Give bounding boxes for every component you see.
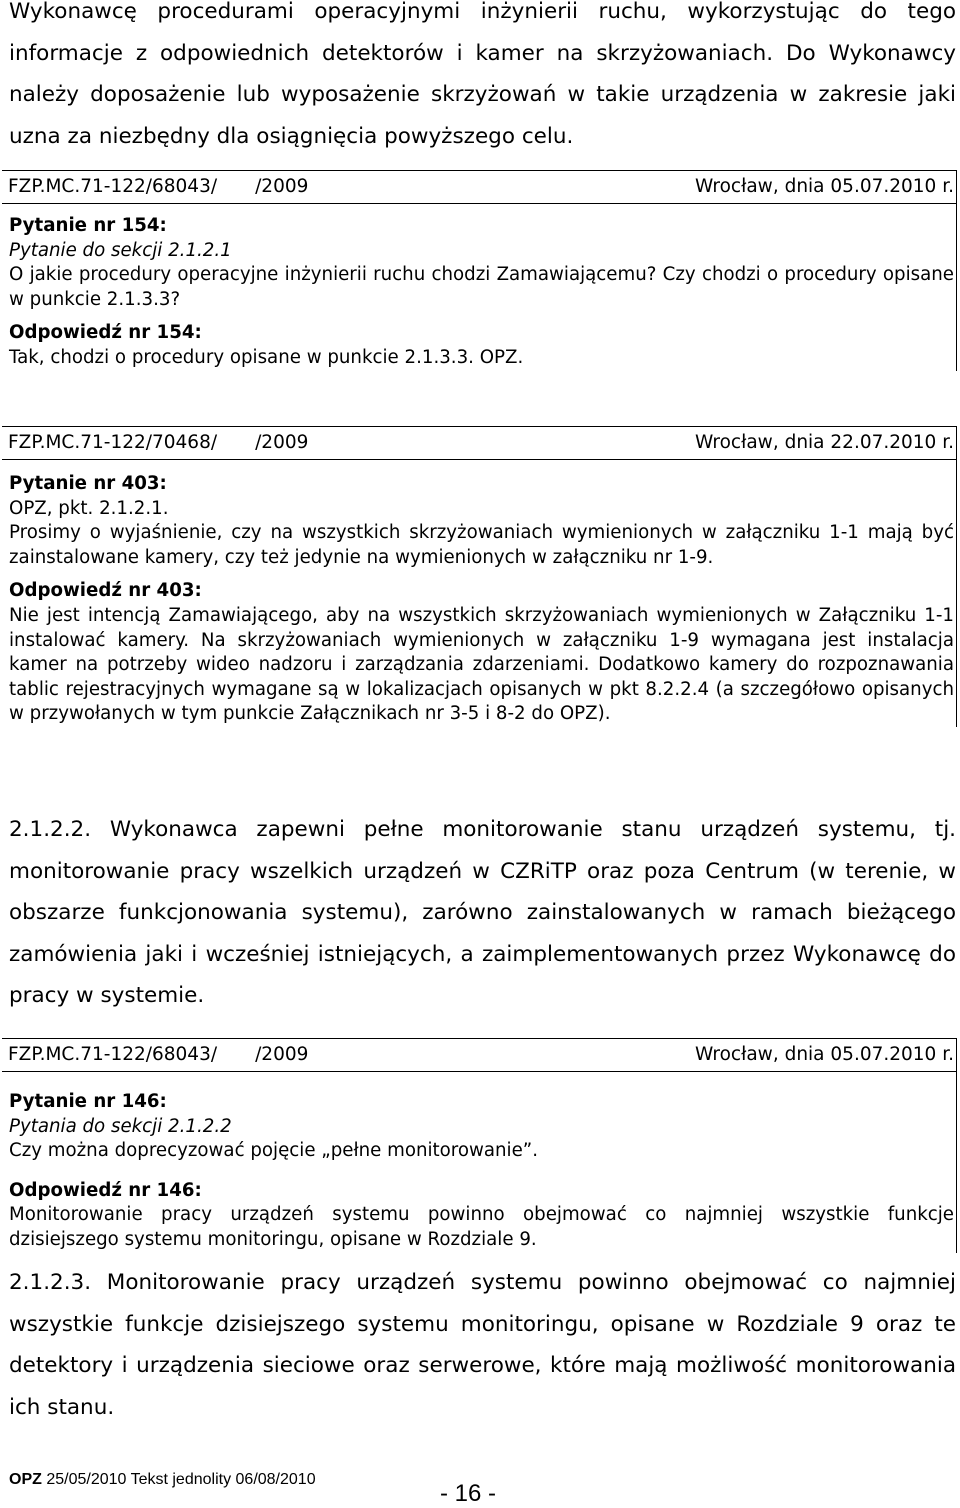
reference-id: FZP.MC.71-122/70468/ (8, 432, 218, 453)
question-text: O jakie procedury operacyjne inżynierii ruchu chodzi Zamawiającemu? Czy chodzi o procedury opisane w punkcie 2.1.3.3? (9, 264, 954, 310)
question-title: Pytanie nr 154: (9, 215, 167, 236)
section-2-1-2-2: 2.1.2.2. Wykonawca zapewni pełne monitorowanie stanu urządzeń systemu, tj. monitorowanie pracy wszelkich urządzeń w CZRiTP oraz poza Centrum (w terenie, w obszarze funkcjonowania systemu), zarówno zainstalowanych w ramach bieżącego zamówienia jaki i wcześniej istniejących, a zaimplementowanych przez Wykonawcę do pracy w systemie. (9, 817, 956, 1008)
reference-number (8, 1039, 308, 1071)
qa-box-header (2, 1039, 956, 1072)
answer-text: Nie jest intencją Zamawiającego, aby na wszystkich skrzyżowaniach wymienionych w Załączniku 1-1 instalować kamery. Na skrzyżowaniach wymienionych w załączniku 1-9 wymagana jest instalacja kamer na potrzeby wideo nadzoru i zarządzania zdarzeniami. Dodatkowo kamery do rozpoznawania tablic rejestracyjnych wymagane są w lokalizacjach opisanych w pkt 8.2.2.4 (a szczegółowo opisanych w przywołanych w tym punkcie Załącznikach nr 3-5 i 8-2 do OPZ). (9, 604, 954, 725)
qa-box-header (2, 171, 956, 204)
reference-date: Wrocław, dnia 22.07.2010 r. (694, 432, 954, 453)
reference-number (8, 171, 308, 203)
question-title: Pytanie nr 146: (9, 1091, 167, 1112)
question-text: Prosimy o wyjaśnienie, czy na wszystkich skrzyżowaniach wymienionych w załączniku 1-1 mają być zainstalowane kamery, czy też jedynie na wymienionych w załączniku nr 1-9. (9, 522, 954, 568)
intro-paragraph: Wykonawcę procedurami operacyjnymi inżynierii ruchu, wykorzystując do tego informacje z odpowiednich detektorów i kamer na skrzyżowaniach. Do Wykonawcy należy doposażenie lub wyposażenie skrzyżowań w takie urządzenia w zakresie jaki uzna za niezbędny dla osiągnięcia powyższego celu. (9, 0, 956, 149)
qa-box-body (2, 1072, 956, 1253)
question-section: Pytanie do sekcji 2.1.2.1 (9, 239, 232, 261)
answer-title: Odpowiedź nr 154: (9, 322, 202, 344)
qa-box-body (2, 460, 956, 727)
qa-box-403 (2, 426, 957, 727)
question-text: Czy można doprecyzować pojęcie „pełne monitorowanie”. (9, 1140, 538, 1162)
reference-date: Wrocław, dnia 05.07.2010 r. (694, 176, 954, 197)
footer-version (9, 1471, 316, 1489)
qa-box-header (2, 427, 956, 460)
footer-version-text: 25/05/2010 Tekst jednolity 06/08/2010 (46, 1471, 316, 1488)
question-title: Pytanie nr 403: (9, 473, 167, 494)
answer-text: Monitorowanie pracy urządzeń systemu powinno obejmować co najmniej wszystkie funkcje dzisiejszego systemu monitoringu, opisane w Rozdziale 9. (9, 1204, 954, 1250)
qa-box-146 (2, 1038, 957, 1253)
answer-text: Tak, chodzi o procedury opisane w punkcie 2.1.3.3. OPZ. (9, 346, 524, 368)
reference-number (8, 427, 308, 459)
reference-year: /2009 (255, 176, 309, 197)
section-2-1-2-3: 2.1.2.3. Monitorowanie pracy urządzeń systemu powinno obejmować co najmniej wszystkie funkcje dzisiejszego systemu monitoringu, opisane w Rozdziale 9 oraz te detektory i urządzenia sieciowe oraz serwerowe, które mają możliwość monitorowania ich stanu. (9, 1270, 956, 1420)
reference-id: FZP.MC.71-122/68043/ (8, 1044, 218, 1065)
question-section: OPZ, pkt. 2.1.2.1. (9, 497, 169, 519)
reference-id: FZP.MC.71-122/68043/ (8, 176, 218, 197)
qa-box-154 (2, 170, 957, 371)
footer-opz: OPZ (9, 1471, 42, 1488)
qa-box-body (2, 204, 956, 371)
reference-year: /2009 (255, 1044, 309, 1065)
page-number: - 16 - (440, 1480, 497, 1507)
question-section: Pytania do sekcji 2.1.2.2 (9, 1115, 232, 1137)
reference-year: /2009 (255, 432, 309, 453)
reference-date: Wrocław, dnia 05.07.2010 r. (694, 1044, 954, 1065)
answer-title: Odpowiedź nr 146: (9, 1179, 202, 1201)
answer-title: Odpowiedź nr 403: (9, 580, 202, 602)
